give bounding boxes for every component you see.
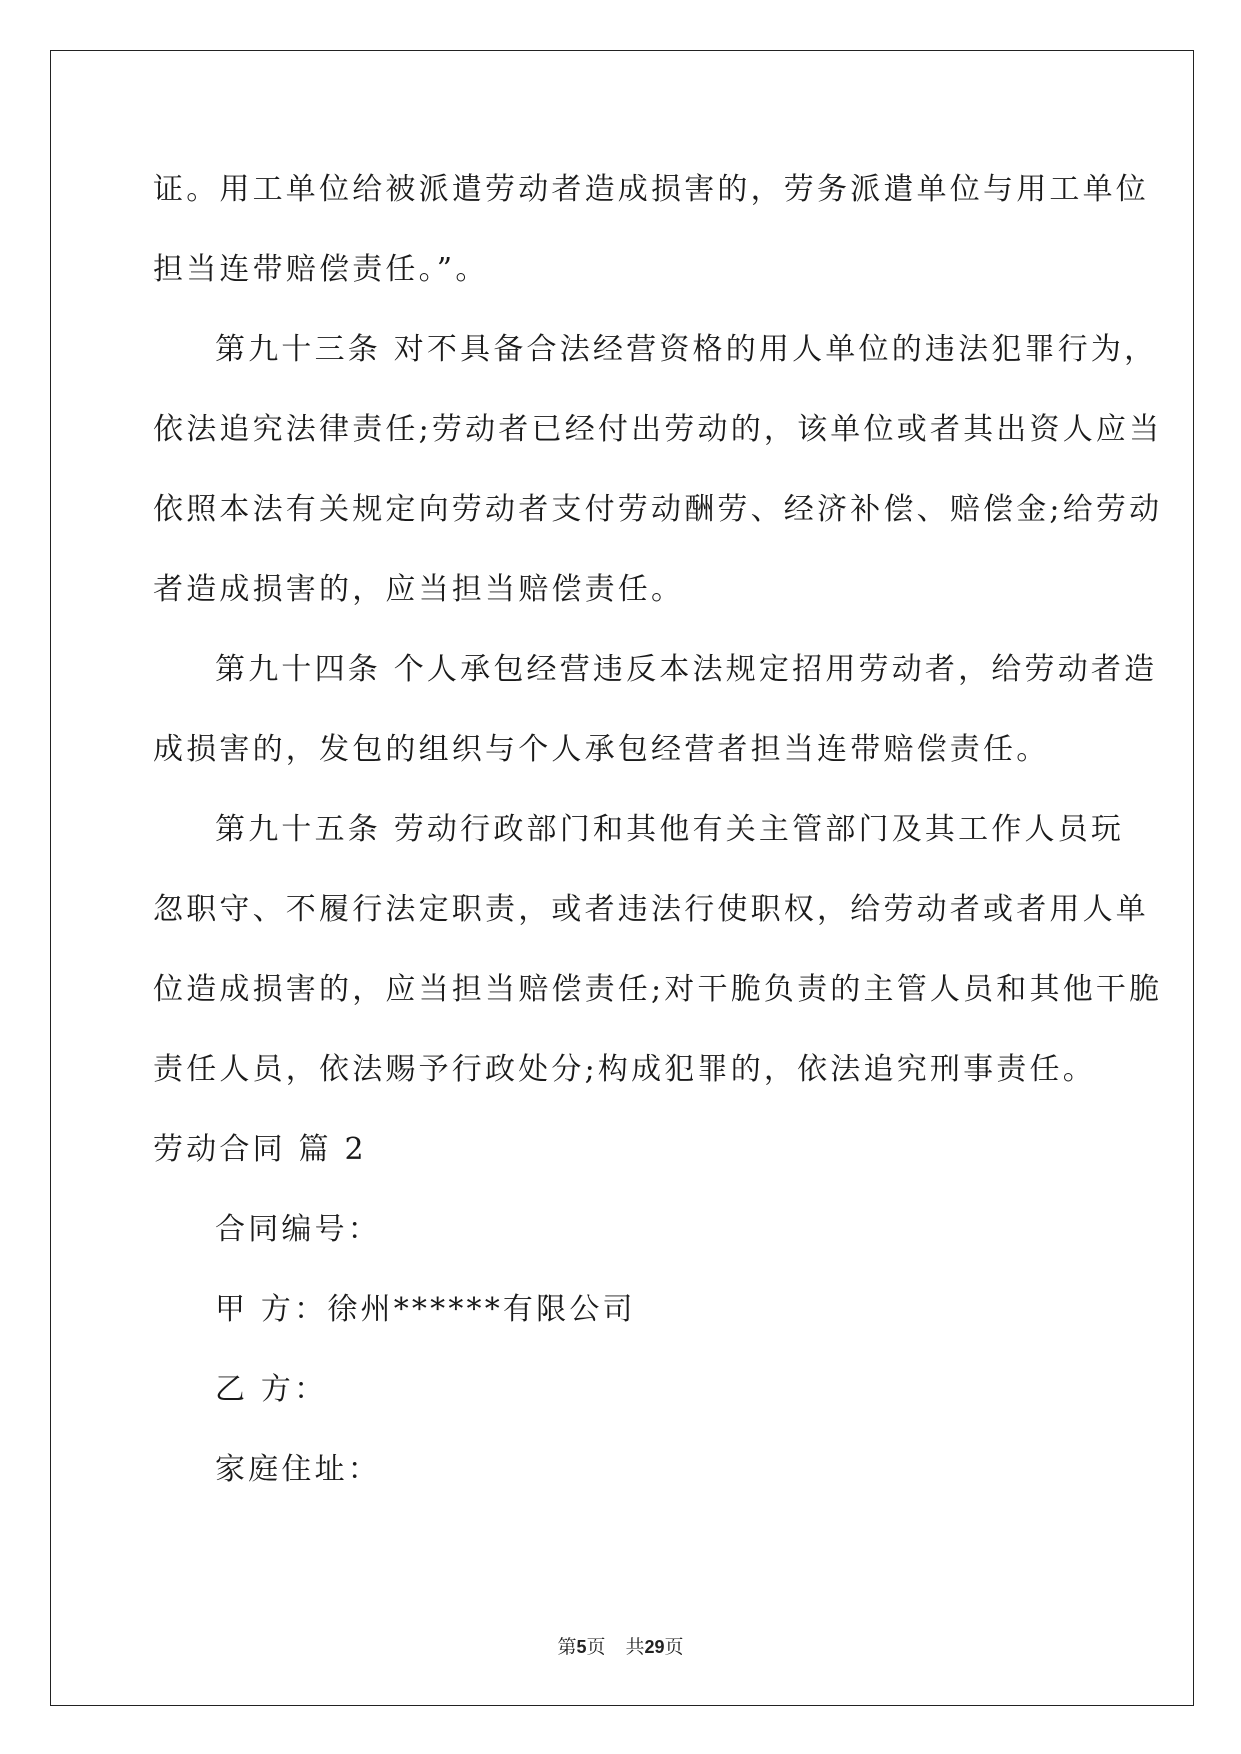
- current-page-number: 5: [576, 1637, 587, 1657]
- footer-prefix: 第: [557, 1637, 577, 1658]
- footer-total-suffix: 页: [664, 1637, 684, 1658]
- total-pages-number: 29: [644, 1637, 665, 1657]
- home-address-label: 家庭住址：: [215, 1452, 381, 1487]
- text-line: 者造成损害的，应当担当赔偿责任。: [153, 572, 685, 607]
- text-line: 忽职守、不履行法定职责，或者违法行使职权，给劳动者或者用人单: [153, 892, 1149, 927]
- text-line: 依法追究法律责任;劳动者已经付出劳动的，该单位或者其出资人应当: [153, 412, 1163, 447]
- article-94-line: 第九十四条 个人承包经营违反本法规定招用劳动者，给劳动者造: [215, 652, 1158, 687]
- party-b-line: 乙 方：: [215, 1372, 328, 1407]
- document-body: [153, 162, 1163, 1522]
- party-a-line: 甲 方：徐州******有限公司: [215, 1292, 636, 1327]
- article-93-line: 第九十三条 对不具备合法经营资格的用人单位的违法犯罪行为，: [215, 332, 1158, 367]
- article-95-line: 第九十五条 劳动行政部门和其他有关主管部门及其工作人员玩: [215, 812, 1125, 847]
- text-line: 责任人员，依法赐予行政处分;构成犯罪的，依法追究刑事责任。: [153, 1052, 1096, 1087]
- section-heading: 劳动合同 篇 2: [153, 1132, 367, 1167]
- footer-page-suffix: 页: [586, 1637, 606, 1658]
- text-line: 担当连带赔偿责任。”。: [153, 252, 489, 287]
- contract-number-label: 合同编号：: [215, 1212, 381, 1247]
- text-line: 依照本法有关规定向劳动者支付劳动酬劳、经济补偿、赔偿金;给劳动: [153, 492, 1163, 527]
- footer-total-prefix: 共: [625, 1637, 645, 1658]
- text-line: 成损害的，发包的组织与个人承包经营者担当连带赔偿责任。: [153, 732, 1050, 767]
- page-footer: [0, 1632, 1241, 1659]
- text-line: 证。用工单位给被派遣劳动者造成损害的，劳务派遣单位与用工单位: [153, 172, 1149, 207]
- text-line: 位造成损害的，应当担当赔偿责任;对干脆负责的主管人员和其他干脆: [153, 972, 1163, 1007]
